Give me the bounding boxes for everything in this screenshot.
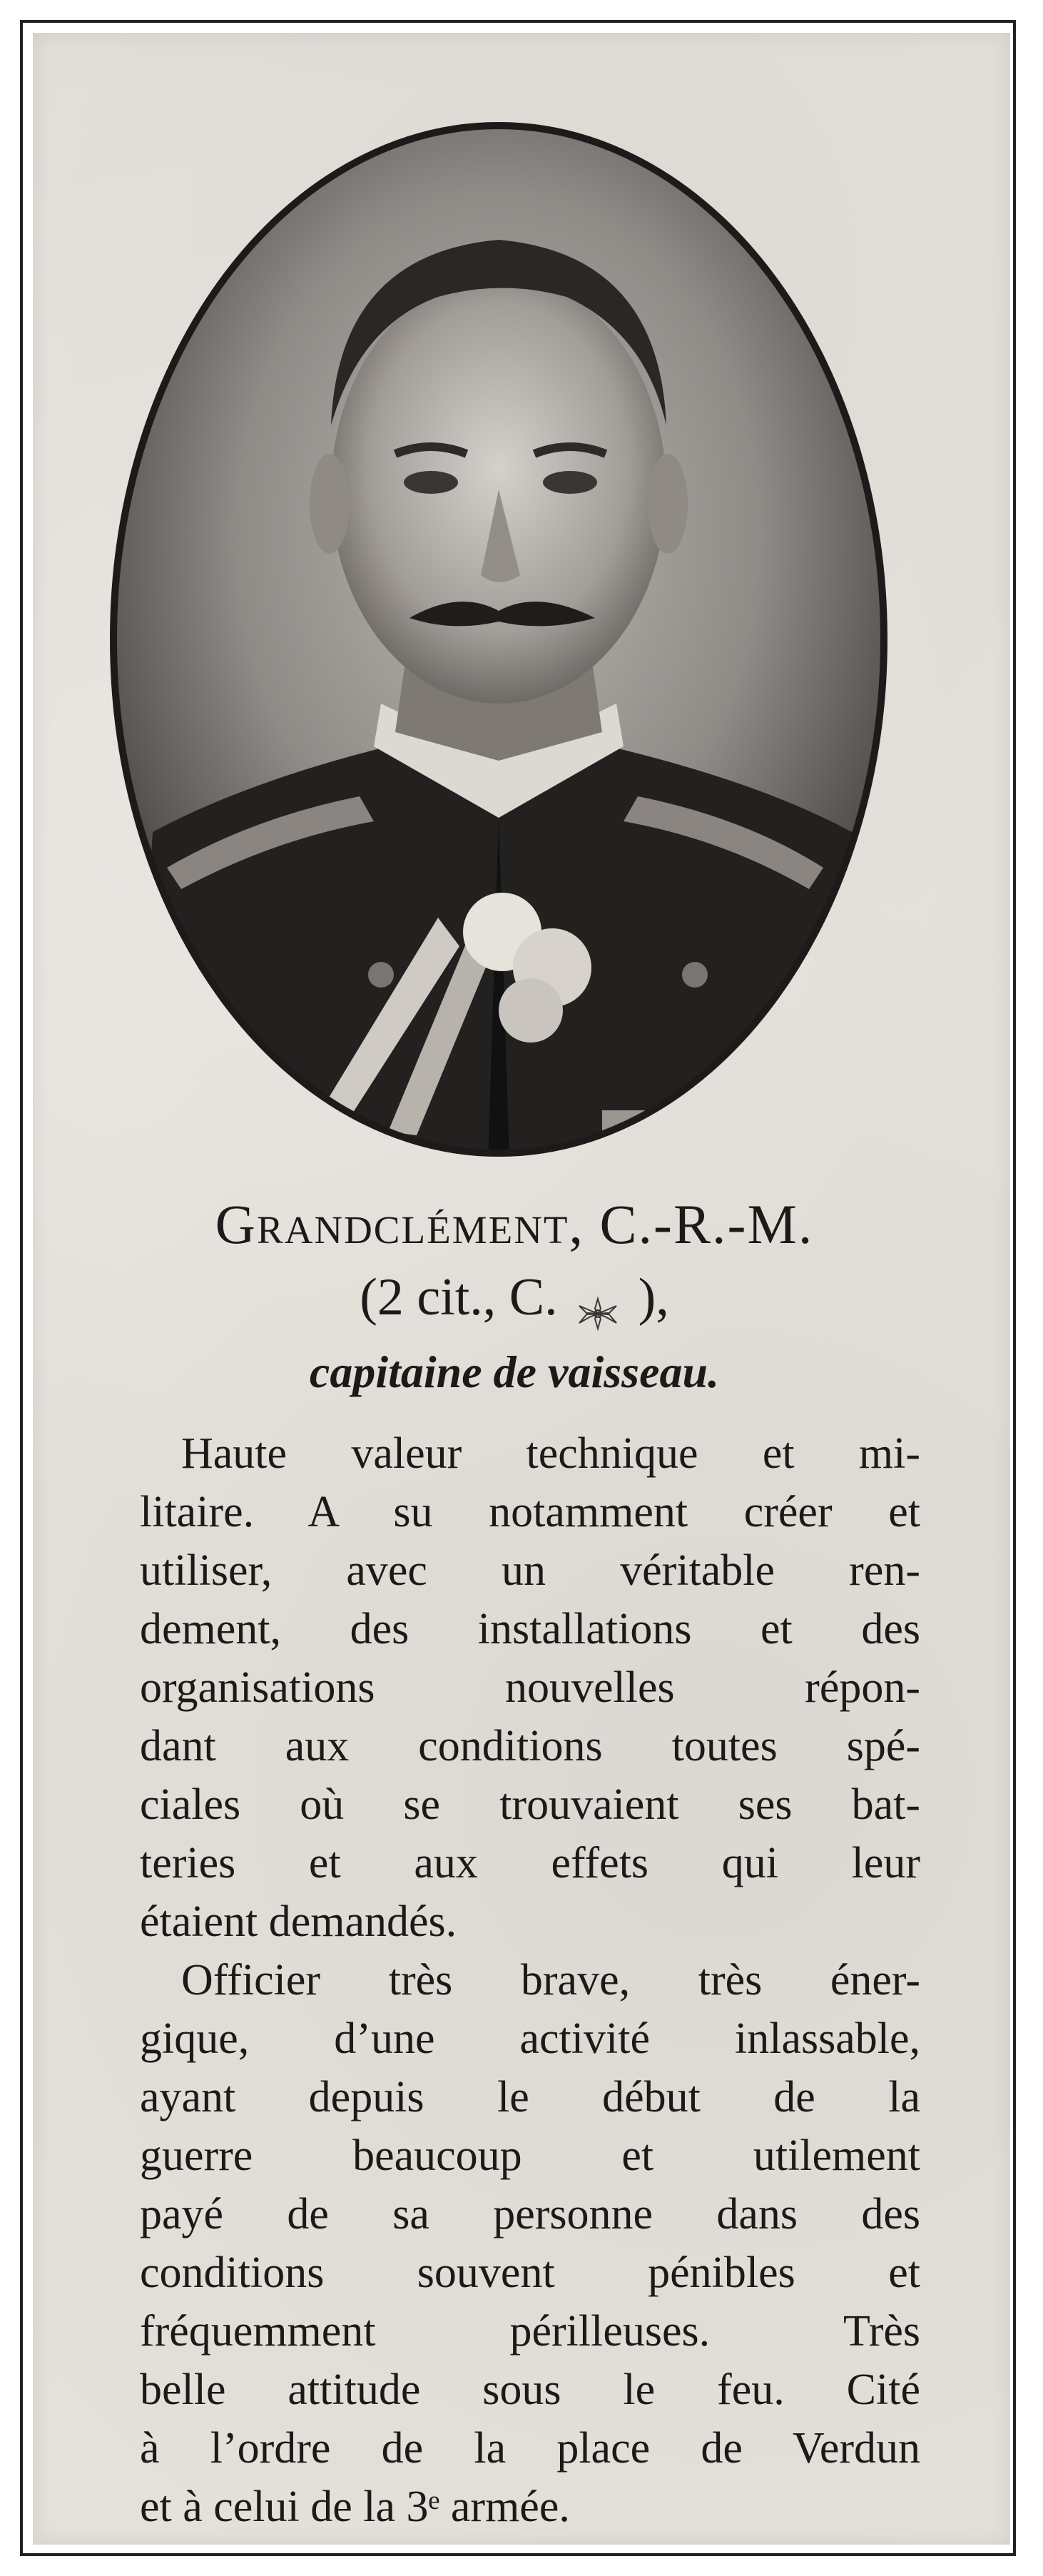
officer-rank: capitaine de vaisseau. [309, 1347, 720, 1397]
text-line: fréquemment périlleuses. Très [140, 2307, 920, 2356]
paragraph-2 [140, 1951, 920, 2536]
text-line: litaire. A su notamment créer et [140, 1488, 920, 1536]
text-line: dant aux conditions toutes spé- [140, 1722, 920, 1770]
text-line: ayant depuis le début de la [140, 2073, 920, 2121]
text-line: dement, des installations et des [140, 1605, 920, 1653]
paper-page [33, 33, 1010, 2545]
text-line: organisations nouvelles répon- [140, 1663, 920, 1712]
text-line: Haute valeur technique et mi- [181, 1429, 920, 1478]
text-line: conditions souvent pénibles et [140, 2248, 920, 2297]
text-line: gique, d’une activité inlassable, [140, 2014, 920, 2063]
text-line: teries et aux effets qui leur [140, 1839, 920, 1887]
citation-prefix: (2 cit., C. [360, 1268, 558, 1327]
text-line: ciales où se trouvaient ses bat- [140, 1780, 920, 1829]
citation-suffix: ), [638, 1268, 669, 1327]
text-line: payé de sa personne dans des [140, 2190, 920, 2238]
paragraph-1 [140, 1424, 920, 1951]
text-line: étaient demandés. [140, 1897, 457, 1946]
citation-text [140, 1424, 920, 2536]
text-line: et à celui de la 3ᵉ armée. [140, 2483, 570, 2531]
text-line: belle attitude sous le feu. Cité [140, 2365, 920, 2414]
legion-of-honour-star-icon [575, 1284, 621, 1320]
text-line: à l’ordre de la place de Verdun [140, 2424, 920, 2473]
text-line: utiliser, avec un véritable ren- [140, 1546, 920, 1595]
text-line: Officier très brave, très éner- [181, 1956, 920, 2004]
portrait-photo [103, 118, 895, 1160]
text-line: guerre beaucoup et utilement [140, 2131, 920, 2180]
officer-name: Grandclément, C.-R.-M. [215, 1193, 814, 1255]
citation-line [76, 1267, 953, 1328]
